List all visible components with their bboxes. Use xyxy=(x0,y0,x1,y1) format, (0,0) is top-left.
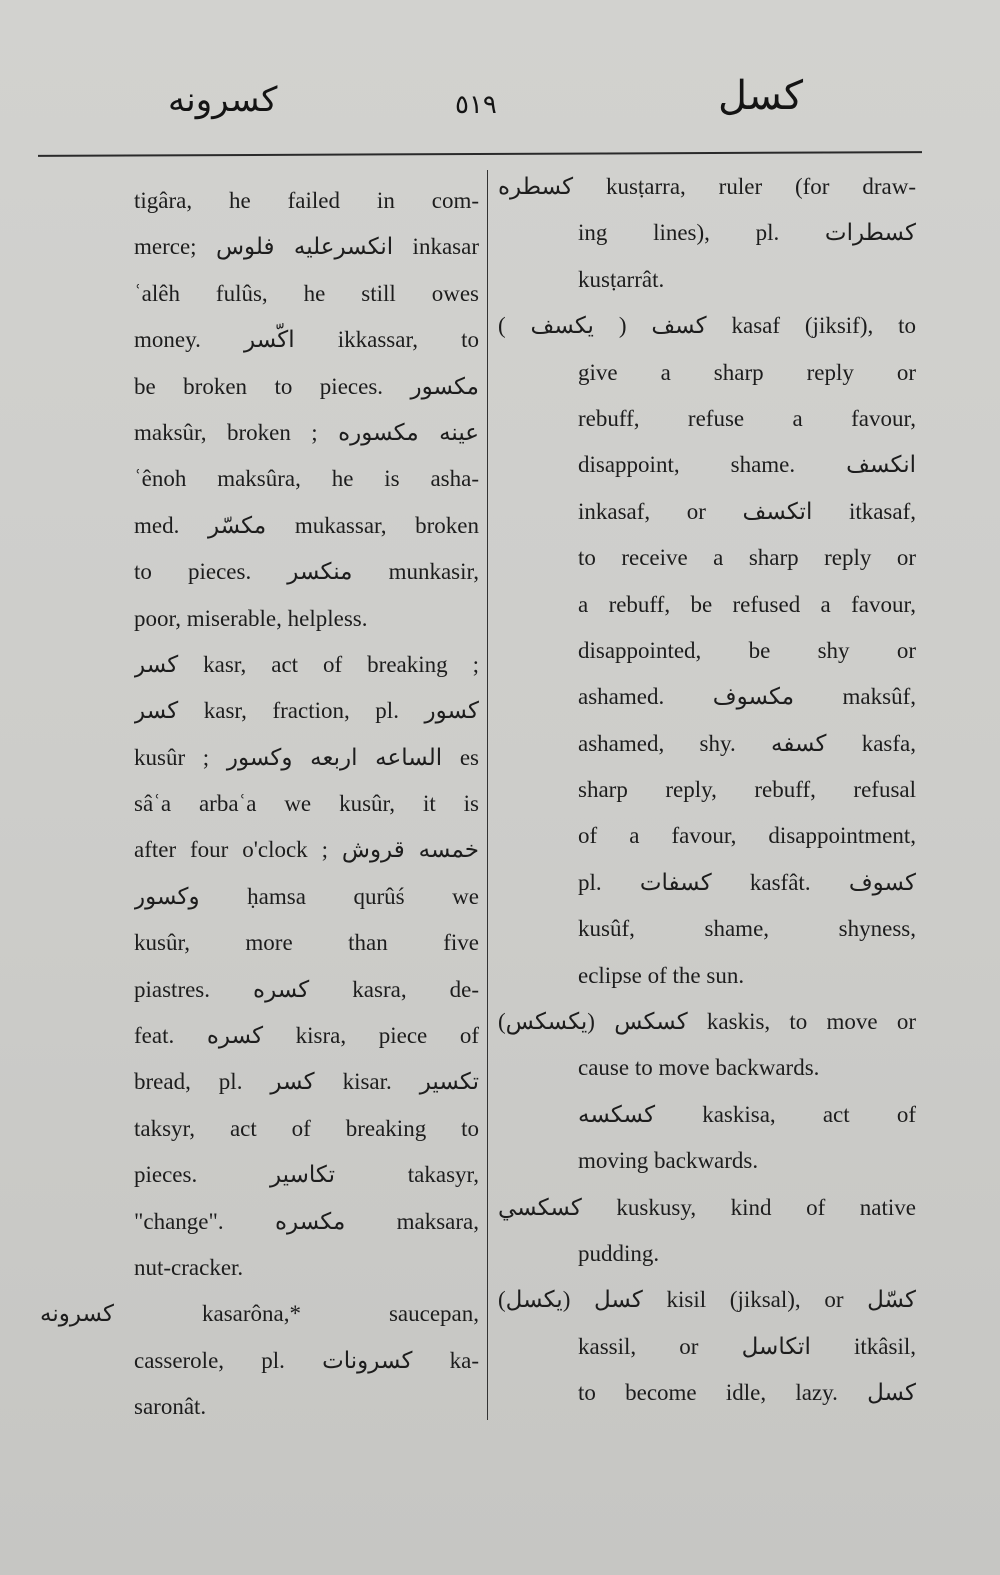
text-line: "change". مكسره maksara, xyxy=(134,1208,479,1234)
text-line: money. اكّسر ikkassar, to xyxy=(134,327,479,353)
text-line: ashamed, shy. كسفه kasfa, xyxy=(578,730,916,756)
text-line: med. مكسّر mukassar, broken xyxy=(134,512,479,538)
text-line: maksûr, broken ; عينه مكسوره xyxy=(134,419,479,445)
text-line: bread, pl. كسر kisar. تكسير xyxy=(134,1069,479,1095)
text-line: poor, miserable, helpless. xyxy=(134,605,368,631)
text-line: sâʿa arbaʿa we kusûr, it is xyxy=(134,791,479,817)
text-line: to become idle, lazy. كسل xyxy=(578,1380,916,1406)
text-line: be broken to pieces. مكسور xyxy=(134,373,479,399)
text-line: كسكسي kuskusy, kind of native xyxy=(498,1194,916,1220)
text-line: كسرونه kasarôna,* saucepan, xyxy=(40,1301,479,1327)
right-column xyxy=(498,164,916,1417)
left-column xyxy=(40,178,479,1431)
text-line: eclipse of the sun. xyxy=(578,962,745,988)
text-line: nut-cracker. xyxy=(134,1254,244,1280)
text-line: merce; انكسرعليه فلوس inkasar xyxy=(134,234,479,260)
text-line: disappoint, shame. انكسف xyxy=(578,452,916,478)
text-line: كسكسه kaskisa, act of xyxy=(578,1101,916,1127)
text-line: kusûr, more than five xyxy=(134,930,479,956)
text-line: taksyr, act of breaking to xyxy=(134,1115,479,1141)
text-line: saronât. xyxy=(134,1394,207,1420)
text-line: pudding. xyxy=(578,1240,660,1266)
header-catchword-left: كسرونه xyxy=(168,82,278,119)
text-line: moving backwards. xyxy=(578,1148,759,1174)
header-rule xyxy=(38,151,922,157)
text-line: kassil, or اتكاسل itkâsil, xyxy=(578,1333,916,1359)
text-line: كسر kasr, fraction, pl. كسور xyxy=(134,698,479,724)
text-line: of a favour, disappointment, xyxy=(578,823,916,849)
text-line: كسطره kusṭarra, ruler (for draw- xyxy=(498,174,916,199)
text-line: pieces. تكاسير takasyr, xyxy=(134,1162,479,1188)
text-line: كسكس (يكسكس) kaskis, to move or xyxy=(498,1009,916,1035)
text-line: كسف ( يكسف ) kasaf (jiksif), to xyxy=(498,313,916,339)
text-line: ʿalêh fulûs, he still owes xyxy=(134,280,479,306)
text-line: كسر kasr, act of breaking ; xyxy=(134,651,479,677)
text-line: after four o'clock ; خمسه قروش xyxy=(134,837,479,863)
text-line: cause to move backwards. xyxy=(578,1055,820,1081)
text-line: tigâra, he failed in com- xyxy=(134,188,479,213)
text-line: kusṭarrât. xyxy=(578,266,665,292)
text-line: sharp reply, rebuff, refusal xyxy=(578,777,916,803)
text-line: kusûf, shame, shyness, xyxy=(578,916,916,942)
text-line: rebuff, refuse a favour, xyxy=(578,405,916,431)
text-line: ing lines), pl. كسطرات xyxy=(578,220,916,246)
text-line: casserole, pl. كسرونات ka- xyxy=(134,1347,479,1373)
text-line: ashamed. مكسوف maksûf, xyxy=(578,684,916,710)
text-line: pl. كسفات kasfât. كسوف xyxy=(578,869,916,895)
text-line: to pieces. منكسر munkasir, xyxy=(134,559,479,585)
text-line: كسل (يكسل) kisil (jiksal), or كسّل xyxy=(498,1287,916,1313)
column-divider xyxy=(487,170,488,1420)
text-line: وكسور ḥamsa qurûś we xyxy=(134,883,479,909)
text-line: kusûr ; الساعه اربعه وكسور es xyxy=(134,744,479,770)
text-line: feat. كسره kisra, piece of xyxy=(134,1023,479,1049)
text-line: inkasaf, or اتكسف itkasaf, xyxy=(578,498,916,524)
text-line: to receive a sharp reply or xyxy=(578,545,916,571)
header-catchword-right: كسل xyxy=(718,73,804,118)
page-number: ٥١٩ xyxy=(455,90,497,119)
text-line: ʿênoh maksûra, he is asha- xyxy=(134,466,479,492)
text-line: disappointed, be shy or xyxy=(578,637,916,663)
text-line: give a sharp reply or xyxy=(578,359,916,385)
text-line: a rebuff, be refused a favour, xyxy=(578,591,916,617)
text-line: piastres. كسره kasra, de- xyxy=(134,976,479,1002)
